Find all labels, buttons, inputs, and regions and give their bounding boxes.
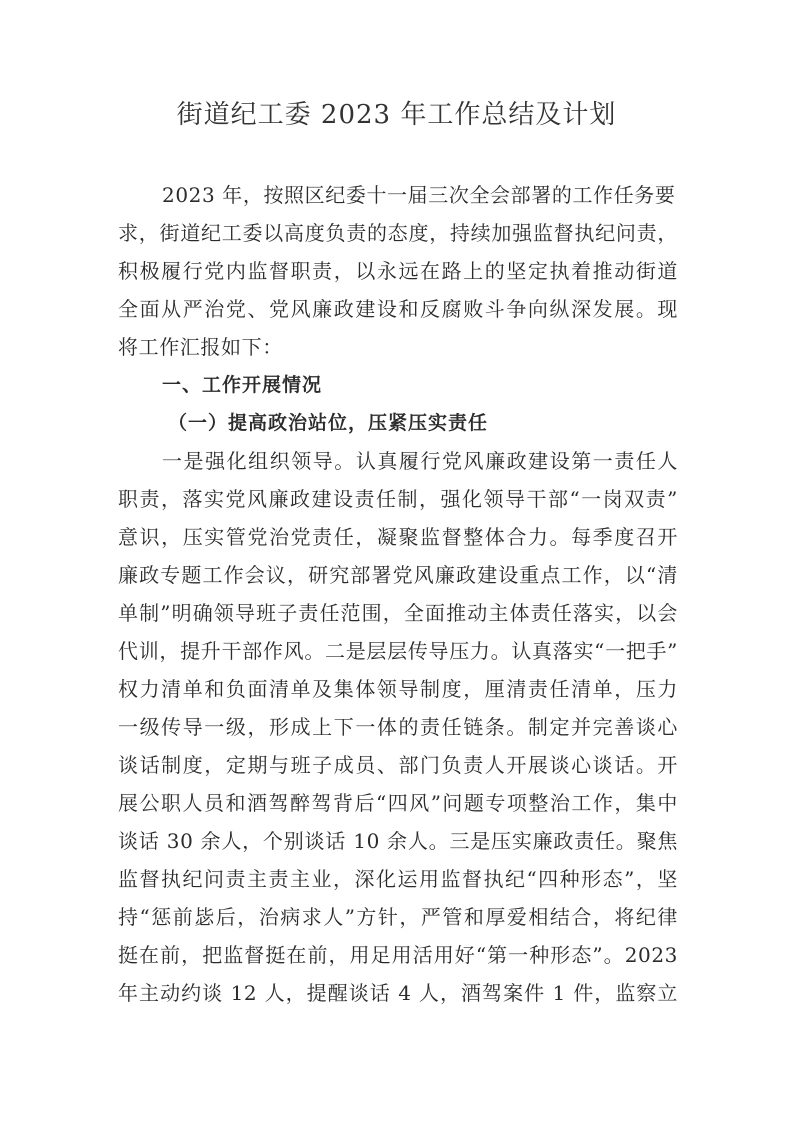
- paragraph-line: 积极履行党内监督职责，以永远在路上的坚定执着推动街道: [118, 259, 678, 283]
- document-title: 街道纪工委 2023 年工作总结及计划: [176, 100, 617, 130]
- paragraph-line: 廉政专题工作会议，研究部署党风廉政建设重点工作，以“清: [118, 563, 678, 587]
- paragraph-line: 代训，提升干部作风。二是层层传导压力。认真落实“一把手”: [118, 639, 678, 663]
- paragraph-line: 持“惩前毖后，治病求人”方针，严管和厚爱相结合，将纪律: [118, 905, 678, 929]
- paragraph-line: 求，街道纪工委以高度负责的态度，持续加强监督执纪问责，: [118, 221, 678, 245]
- paragraph-line: 展公职人员和酒驾醉驾背后“四风”问题专项整治工作，集中: [118, 791, 678, 815]
- paragraph-line: 单制”明确领导班子责任范围，全面推动主体责任落实，以会: [118, 601, 678, 625]
- paragraph-line: 意识，压实管党治党责任，凝聚监督整体合力。每季度召开: [118, 525, 678, 549]
- paragraph-line: 挺在前，把监督挺在前，用足用活用好“第一种形态”。2023: [118, 943, 678, 967]
- paragraph-line: 2023 年，按照区纪委十一届三次全会部署的工作任务要: [162, 183, 676, 207]
- subsection-heading: （一）提高政治站位，压紧压实责任: [168, 412, 489, 434]
- paragraph-line: 一是强化组织领导。认真履行党风廉政建设第一责任人: [162, 449, 678, 473]
- paragraph-line: 监督执纪问责主责主业，深化运用监督执纪“四种形态”，坚: [118, 867, 678, 891]
- paragraph-line: 谈话制度，定期与班子成员、部门负责人开展谈心谈话。开: [118, 753, 678, 777]
- paragraph-line: 全面从严治党、党风廉政建设和反腐败斗争向纵深发展。现: [118, 297, 678, 321]
- section-heading: 一、工作开展情况: [162, 374, 323, 396]
- paragraph-line: 职责，落实党风廉政建设责任制，强化领导干部“一岗双责”: [118, 487, 678, 511]
- paragraph-line: 谈话 30 余人，个别谈话 10 余人。三是压实廉政责任。聚焦: [118, 829, 678, 853]
- paragraph-line: 将工作汇报如下：: [118, 335, 283, 359]
- paragraph-line: 年主动约谈 12 人，提醒谈话 4 人，酒驾案件 1 件，监察立: [118, 981, 678, 1005]
- paragraph-line: 权力清单和负面清单及集体领导制度，厘清责任清单，压力: [118, 677, 678, 701]
- paragraph-line: 一级传导一级，形成上下一体的责任链条。制定并完善谈心: [118, 715, 678, 739]
